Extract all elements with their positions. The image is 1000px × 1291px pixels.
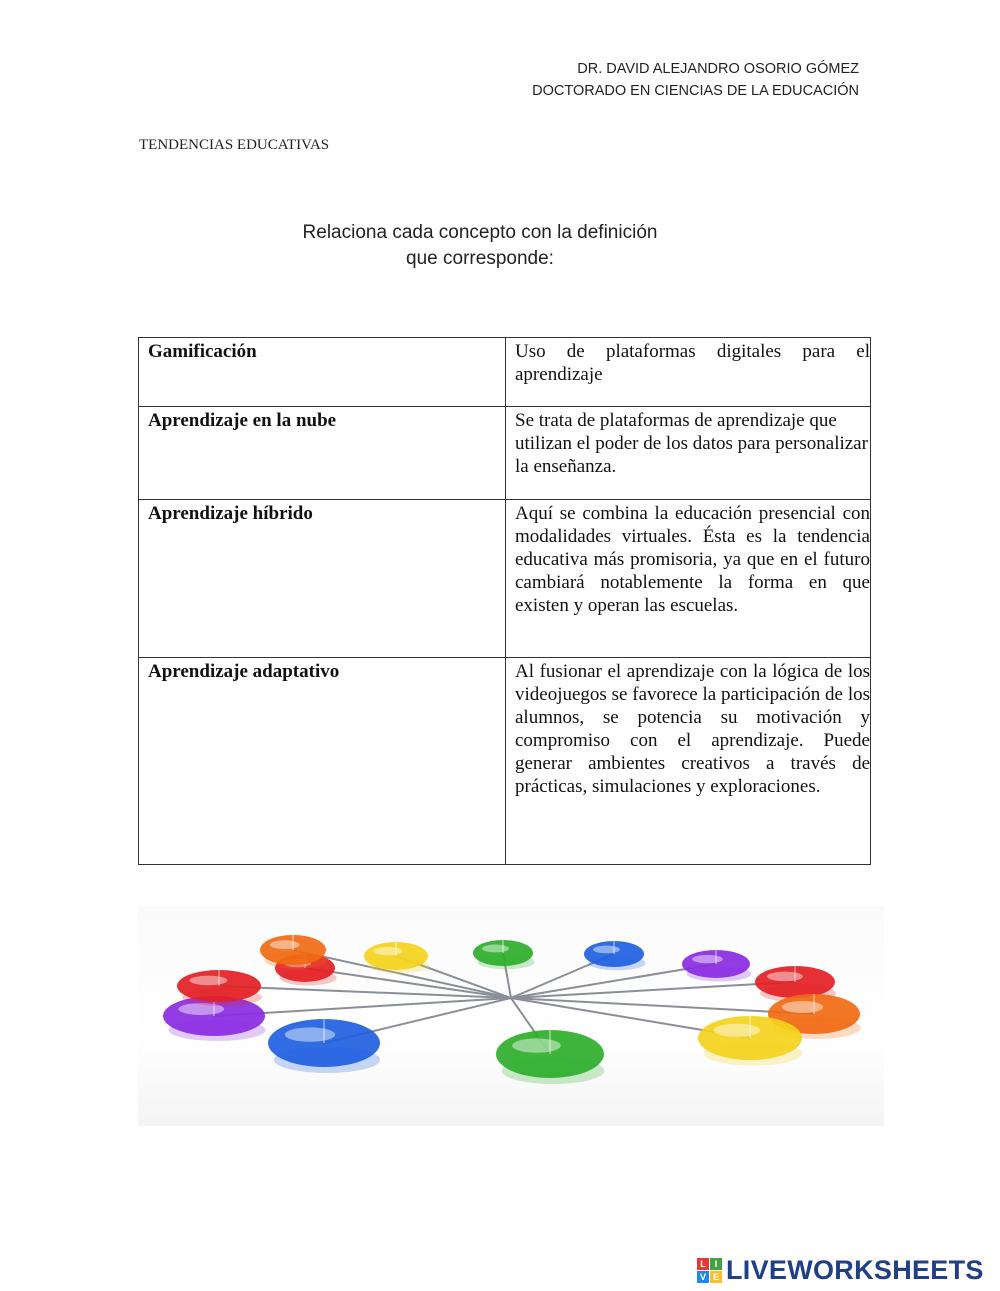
concept-cell: Gamificación [139, 338, 506, 407]
instruction-line-1: Relaciona cada concepto con la definición [302, 222, 658, 243]
concept-cell: Aprendizaje adaptativo [139, 658, 506, 865]
definition-cell[interactable]: Se trata de plataformas de aprendizaje que utilizan el poder de los datos para personalizar la enseñanza. [506, 407, 871, 500]
colorful-mice-image [138, 906, 884, 1126]
author-name: DR. DAVID ALEJANDRO OSORIO GÓMEZ [577, 61, 859, 77]
logo-letter: I [710, 1258, 722, 1270]
definition-cell[interactable]: Uso de plataformas digitales para el aprendizaje [506, 338, 871, 407]
computer-mouse-icon [268, 1019, 380, 1073]
computer-mouse-icon [698, 1016, 802, 1066]
computer-mouse-icon [177, 970, 262, 1006]
computer-mouse-icon [496, 1030, 604, 1084]
table-row [139, 338, 871, 407]
instruction-line-2: que corresponde: [406, 248, 554, 269]
program-name: DOCTORADO EN CIENCIAS DE LA EDUCACIÓN [532, 83, 859, 99]
logo-grid-icon [697, 1258, 722, 1283]
mice-illustration [138, 906, 884, 1126]
computer-mouse-icon [584, 941, 646, 970]
concept-cell: Aprendizaje híbrido [139, 500, 506, 658]
logo-letter: L [697, 1258, 709, 1270]
computer-mouse-icon [260, 935, 327, 969]
document-header [532, 58, 859, 102]
definition-cell[interactable]: Aquí se combina la educación presencial con modalidades virtuales. Ésta es la tendencia educativa más promisoria, ya que en el futuro cambiará notablemente la forma en que existen y operan las escuelas. [506, 500, 871, 658]
computer-mouse-icon [364, 942, 429, 974]
computer-mouse-icon [473, 940, 535, 969]
definition-cell[interactable]: Al fusionar el aprendizaje con la lógica de los videojuegos se favorece la participación de los alumnos, se potencia su motivación y compromiso con el aprendizaje. Puede generar ambientes creativos a través de prácticas, simulaciones y exploraciones. [506, 658, 871, 865]
subject-title: TENDENCIAS EDUCATIVAS [139, 137, 330, 153]
computer-mouse-icon [682, 950, 751, 982]
matching-table [138, 337, 871, 865]
logo-letter: V [697, 1271, 709, 1283]
table-row [139, 658, 871, 865]
table-row [139, 407, 871, 500]
table-row [139, 500, 871, 658]
logo-letter: E [710, 1271, 722, 1283]
liveworksheets-logo [697, 1255, 984, 1285]
instruction-text [260, 220, 700, 272]
concept-cell: Aprendizaje en la nube [139, 407, 506, 500]
logo-text: LIVEWORKSHEETS [726, 1254, 984, 1285]
